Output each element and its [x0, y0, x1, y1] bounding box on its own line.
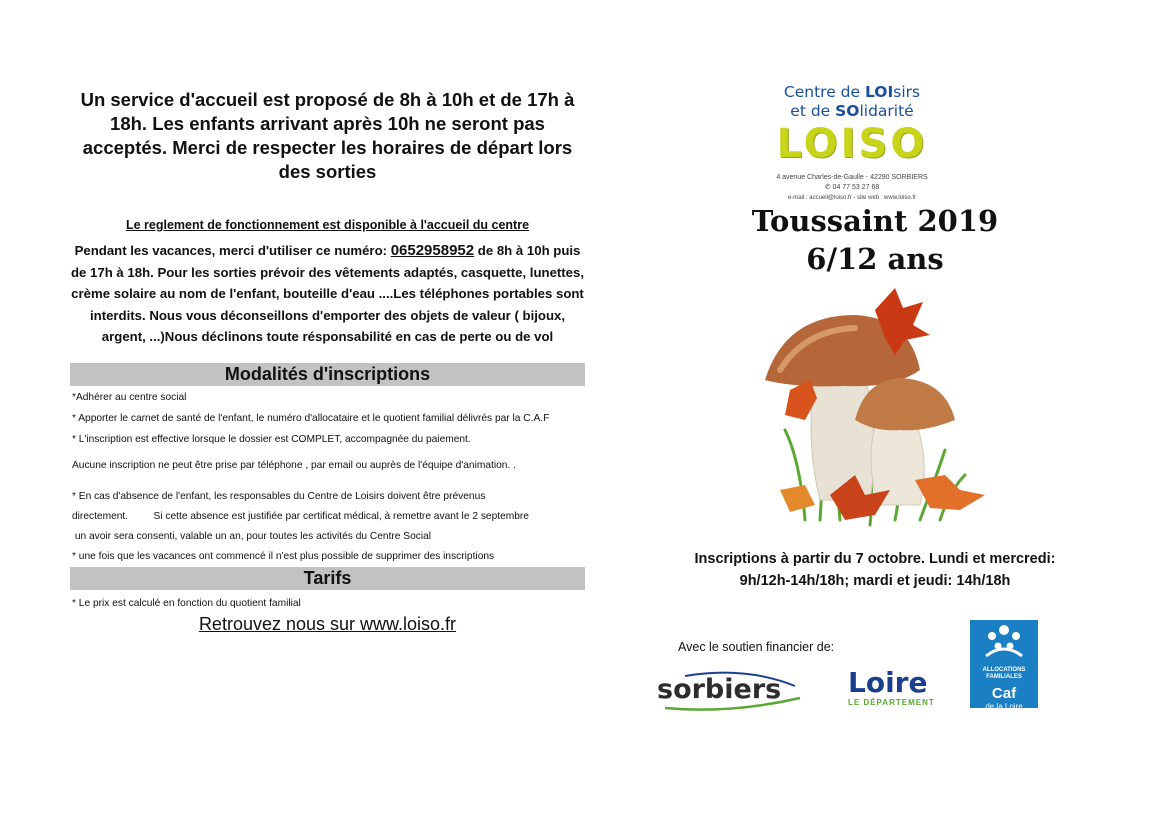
intro-text: Un service d'accueil est proposé de 8h à 10h et de 17h à 18h. Les enfants arrivant après 10h ne seront pas acceptés. Merci de respecter les horaires de départ lors des sorties: [80, 89, 575, 182]
modalites-line: * Apporter le carnet de santé de l'enfant, le numéro d'allocataire et le quotient familial délivrés par la C.A.F: [72, 413, 550, 424]
caf-top-text: ALLOCATIONS FAMILIALES: [982, 667, 1026, 680]
caf-logo: [970, 620, 1038, 711]
loire-logo: [848, 668, 948, 708]
title-line-2: 6/12 ans: [806, 242, 944, 276]
logo-line-2: et de SOlidarité: [790, 102, 914, 120]
modalites-line: Aucune inscription ne peut être prise par téléphone , par email ou auprès de l'équipe d'animation. .: [72, 460, 516, 471]
inscriptions-info: Inscriptions à partir du 7 octobre. Lundi et mercredi: 9h/12h-14h/18h; mardi et jeudi: 14h/18h: [694, 551, 1056, 589]
reglement-text-before-phone: Pendant les vacances, merci d'utiliser ce numéro:: [74, 243, 391, 258]
loire-wordmark: Loire: [848, 666, 928, 699]
modalites-line: * L'inscription est effective lorsque le dossier est COMPLET, accompagnée du paiement.: [72, 434, 471, 445]
modalites-line: directement. Si cette absence est justifiée par certificat médical, à remettre avant le 2 septembre: [72, 511, 529, 522]
reglement-body: [70, 240, 585, 348]
reglement-title: Le reglement de fonctionnement est disponible à l'accueil du centre: [125, 218, 530, 232]
modalites-heading: Modalités d'inscriptions: [70, 363, 585, 386]
title-line-1: Toussaint 2019: [751, 204, 999, 238]
phone-number: 0652958952: [390, 242, 475, 259]
modalites-line: * En cas d'absence de l'enfant, les responsables du Centre de Loisirs doivent être prévenus: [72, 491, 486, 502]
website-link[interactable]: Retrouvez nous sur www.loiso.fr: [198, 614, 457, 634]
caf-subtitle: de la Loire: [985, 702, 1023, 711]
modalites-line: * une fois que les vacances ont commencé il n'est plus possible de supprimer des inscriptions: [72, 551, 495, 562]
sponsor-label: Avec le soutien financier de:: [678, 640, 835, 654]
logo-line-1: Centre de LOIsirs: [783, 83, 921, 101]
logo-address: 4 avenue Charles-de-Gaulle - 42290 SORBIERS: [776, 174, 928, 181]
logo-name: LOISO: [776, 121, 928, 167]
tarifs-heading: Tarifs: [70, 567, 585, 590]
logo-phone: ✆ 04 77 53 27 68: [824, 184, 880, 191]
loiso-logo: [752, 83, 952, 203]
modalites-line: un avoir sera consenti, valable un an, pour toutes les activités du Centre Social: [72, 531, 432, 542]
caf-name: Caf: [991, 685, 1017, 702]
caf-family-icon: [970, 620, 1038, 662]
loire-subtitle: LE DÉPARTEMENT: [848, 698, 935, 707]
logo-contact: e-mail : accueil@loiso.fr - site web : www.loiso.fr: [787, 195, 917, 201]
reglement-text-after-phone: de 8h à 10h puis de 17h à 18h. Pour les sorties prévoir des vêtements adaptés, casquette, lunettes, crème solaire au nom de l'enfant, bouteille d'eau ....Les téléphones portables sont interdits. Nous vous déconseillons d'emporter des objets de valeur ( bijoux, argent, ...)Nous déclinons toute résponsabilité en cas de perte ou de vol: [70, 243, 585, 344]
page-title: [730, 202, 1020, 278]
modalites-line: *Adhérer au centre social: [72, 392, 187, 403]
tarifs-line: * Le prix est calculé en fonction du quotient familial: [72, 598, 301, 609]
mushroom-illustration: [745, 280, 1000, 540]
sorbiers-wordmark: sorbiers: [657, 674, 782, 705]
sorbiers-logo: [655, 668, 805, 714]
